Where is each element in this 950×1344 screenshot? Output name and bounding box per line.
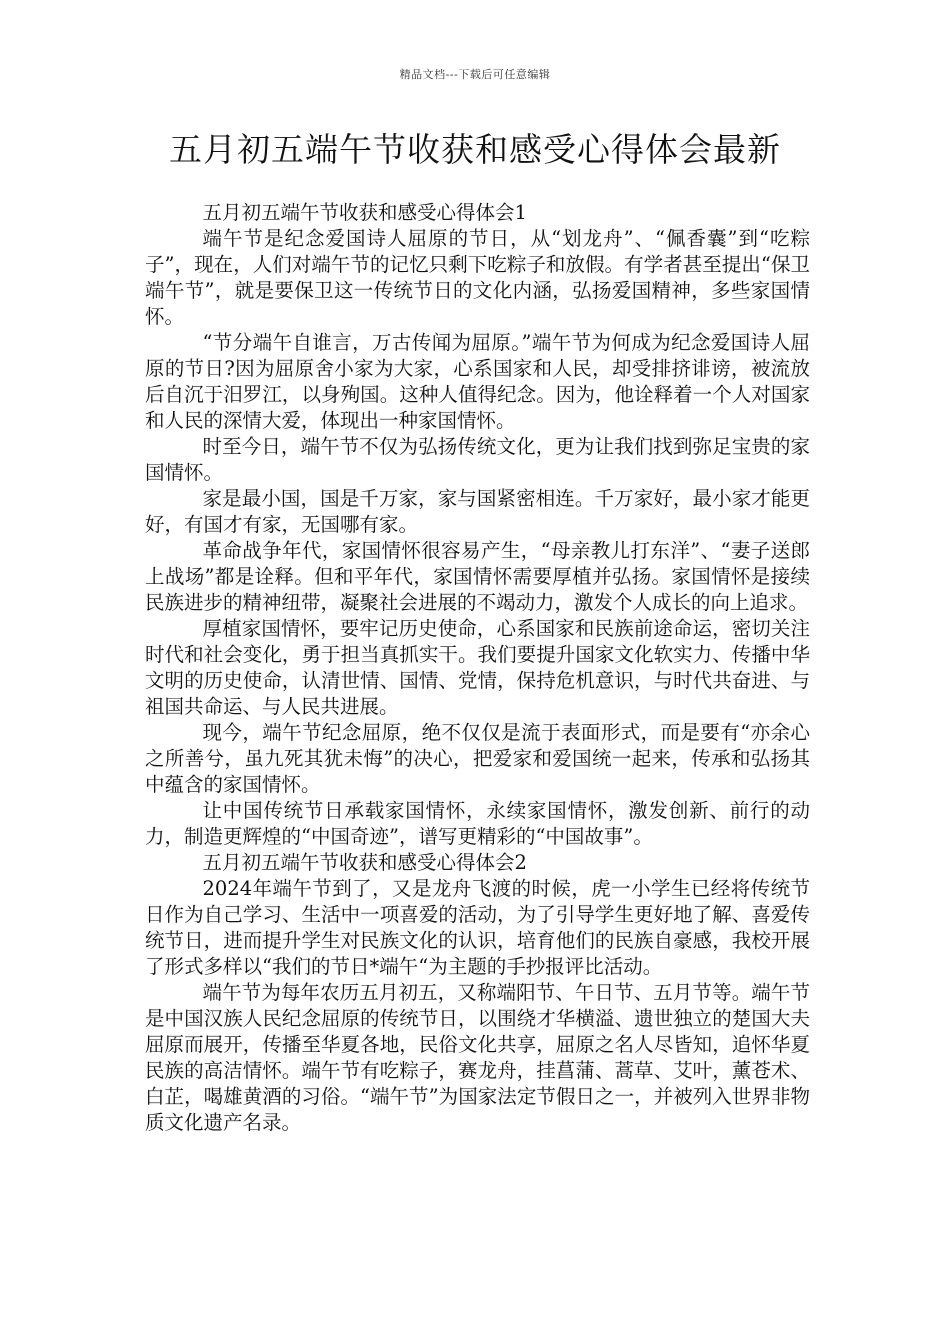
header-note: 精品文档---下载后可任意编辑 (399, 68, 551, 81)
document-body (145, 200, 810, 1136)
body-paragraph: 现今，端午节纪念屈原，绝不仅仅是流于表面形式，而是要有“亦余心之所善兮，虽九死其犹未悔”的决心，把爱家和爱国统一起来，传承和弘扬其中蕴含的家国情怀。 (145, 721, 810, 796)
body-paragraph: 革命战争年代，家国情怀很容易产生，“母亲教儿打东洋”、“妻子送郎上战场”都是诠释。但和平年代，家国情怀需要厚植并弘扬。家国情怀是接续民族进步的精神纽带，凝聚社会进展的不竭动力，激发个人成长的向上追求。 (145, 539, 810, 614)
body-paragraph: 2024年端午节到了，又是龙舟飞渡的时候，虎一小学生已经将传统节日作为自己学习、生活中一项喜爱的活动，为了引导学生更好地了解、喜爱传统节日，进而提升学生对民族文化的认识，培育他们的民族自豪感，我校开展了形式多样以“我们的节日*端午“为主题的手抄报评比活动。 (145, 877, 810, 978)
body-paragraph: 让中国传统节日承载家国情怀，永续家国情怀，激发创新、前行的动力，制造更辉煌的“中国奇迹”，谱写更精彩的“中国故事”。 (145, 799, 810, 848)
body-paragraph: 时至今日，端午节不仅为弘扬传统文化，更为让我们找到弥足宝贵的家国情怀。 (145, 435, 810, 484)
body-paragraph: 家是最小国，国是千万家，家与国紧密相连。千万家好，最小家才能更好，有国才有家，无国哪有家。 (145, 487, 810, 536)
body-paragraph: 厚植家国情怀，要牢记历史使命，心系国家和民族前途命运，密切关注时代和社会变化，勇于担当真抓实干。我们要提升国家文化软实力、传播中华文明的历史使命，认清世情、国情、党情，保持危机意识，与时代共奋进、与祖国共命运、与人民共进展。 (145, 617, 810, 718)
section-heading-2: 五月初五端午节收获和感受心得体会2 (202, 851, 527, 874)
body-paragraph: 端午节为每年农历五月初五，又称端阳节、午日节、五月节等。端午节是中国汉族人民纪念屈原的传统节日，以围绕才华横溢、遗世独立的楚国大夫屈原而展开，传播至华夏各地，民俗文化共享，屈原之名人尽皆知，追怀华夏民族的高洁情怀。端午节有吃粽子，赛龙舟，挂菖蒲、蒿草、艾叶，薰苍术、白芷，喝雄黄酒的习俗。“端午节”为国家法定节假日之一，并被列入世界非物质文化遗产名录。 (145, 981, 810, 1134)
body-paragraph: 端午节是纪念爱国诗人屈原的节日，从“划龙舟”、“佩香囊”到“吃粽子”，现在，人们对端午节的记忆只剩下吃粽子和放假。有学者甚至提出“保卫端午节”，就是要保卫这一传统节日的文化内涵，弘扬爱国精神，多些家国情怀。 (145, 227, 810, 328)
section-heading-1: 五月初五端午节收获和感受心得体会1 (202, 201, 527, 224)
body-paragraph: “节分端午自谁言，万古传闻为屈原。”端午节为何成为纪念爱国诗人屈原的节日?因为屈原舍小家为大家，心系国家和人民，却受排挤诽谤，被流放后自沉于汨罗江，以身殉国。这种人值得纪念。因为，他诠释着一个人对国家和人民的深情大爱，体现出一种家国情怀。 (145, 331, 810, 432)
document-title: 五月初五端午节收获和感受心得体会最新 (169, 130, 781, 169)
